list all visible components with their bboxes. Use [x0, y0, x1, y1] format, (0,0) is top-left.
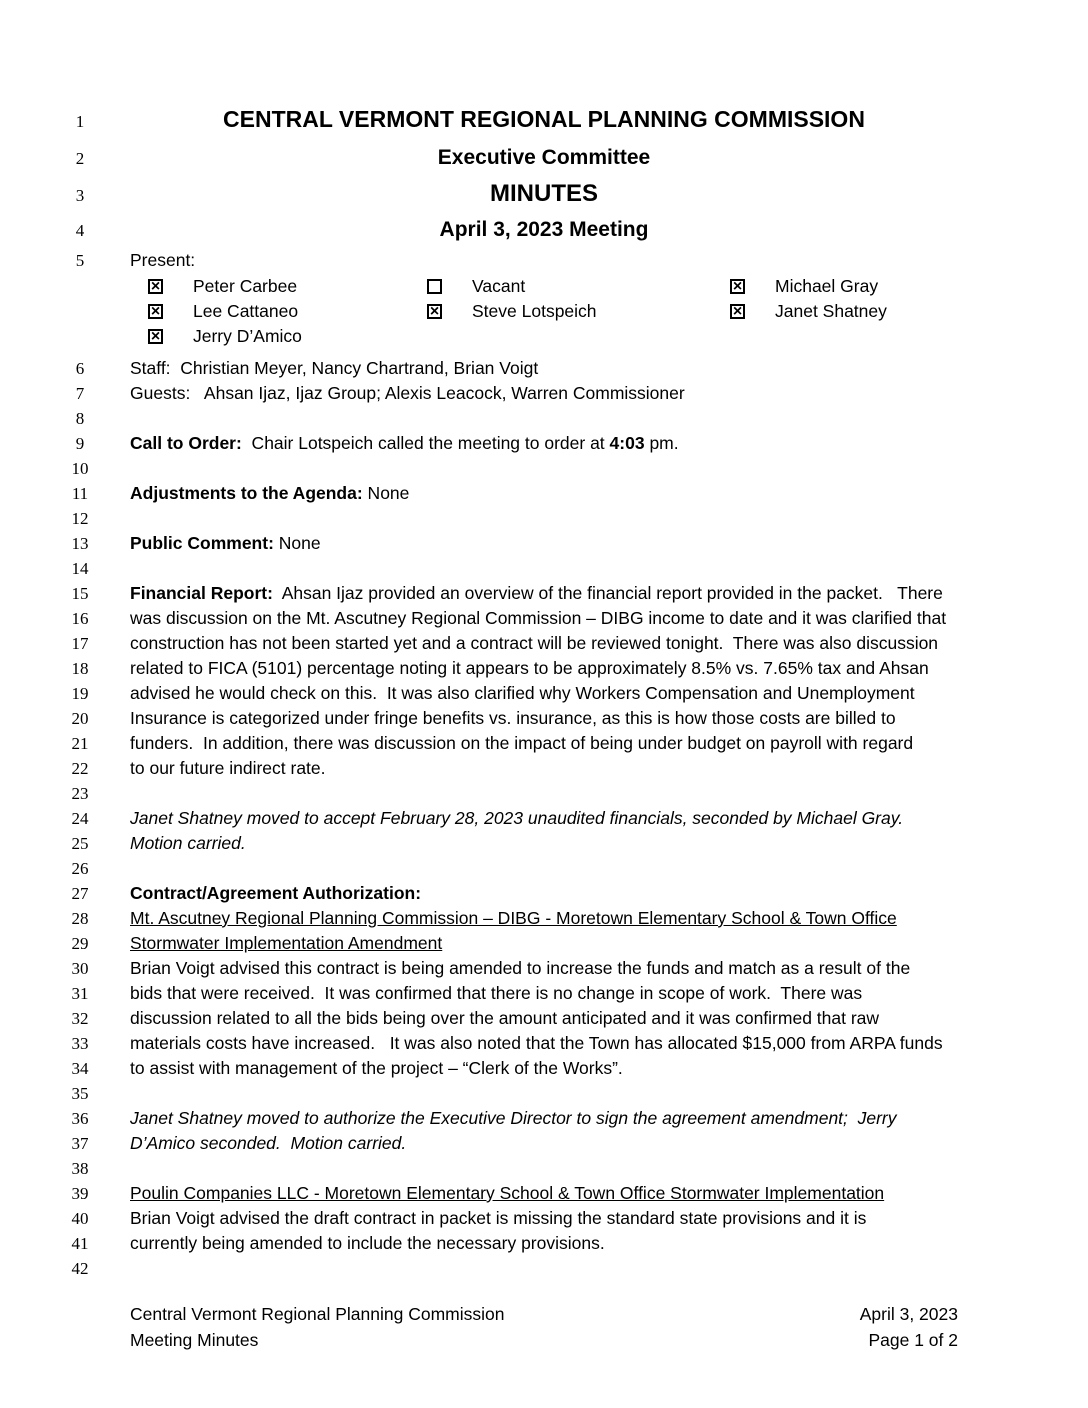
doc-line [0, 176, 1088, 213]
attendee-cell [130, 301, 412, 322]
doc-line [0, 531, 1088, 556]
line-text: to assist with management of the project – “Clerk of the Works”. [130, 1058, 623, 1078]
line-number: 31 [71, 984, 89, 1003]
line-number: 22 [71, 759, 89, 778]
line-number: 32 [71, 1009, 89, 1028]
line-number: 36 [71, 1109, 89, 1128]
line-number: 42 [71, 1259, 89, 1278]
doc-line [0, 781, 1088, 806]
line-text: related to FICA (5101) percentage noting it appears to be approximately 8.5% vs. 7.65% tax and Ahsan [130, 658, 929, 678]
line-text: bids that were received. It was confirmed that there is no change in scope of work. There was [130, 983, 863, 1003]
attendance-row [0, 324, 1088, 349]
line-number: 33 [71, 1034, 89, 1053]
doc-line [0, 406, 1088, 431]
doc-line [0, 756, 1088, 781]
doc-line [0, 706, 1088, 731]
attendee-name: Jerry D’Amico [193, 326, 302, 346]
line-text: Adjustments to the Agenda: None [130, 483, 410, 503]
doc-line [0, 656, 1088, 681]
attendee-name: Lee Cattaneo [193, 301, 299, 321]
line-number: 25 [71, 834, 89, 853]
doc-line [0, 956, 1088, 981]
doc-line [0, 213, 1088, 247]
line-number: 3 [75, 186, 85, 205]
doc-line [0, 1056, 1088, 1081]
doc-line [0, 856, 1088, 881]
line-number: 7 [75, 384, 85, 403]
attendance-grid [0, 274, 1088, 349]
doc-title: CENTRAL VERMONT REGIONAL PLANNING COMMISSION [223, 106, 865, 132]
line-text: discussion related to all the bids being over the amount anticipated and it was confirmed that raw [130, 1008, 880, 1028]
line-text: Janet Shatney moved to accept February 28, 2023 unaudited financials, seconded by Michael Gray. [130, 808, 904, 828]
attendee-cell [412, 301, 715, 322]
line-number: 27 [71, 884, 89, 903]
doc-line [0, 581, 1088, 606]
line-number: 34 [71, 1059, 89, 1078]
attendee-cell [715, 276, 878, 297]
checkbox-checked-icon: × [148, 304, 163, 319]
line-number: 21 [71, 734, 89, 753]
line-number: 29 [71, 934, 89, 953]
checkbox-empty-icon [427, 279, 442, 294]
line-text: construction has not been started yet and a contract will be reviewed tonight. There was also discussion [130, 633, 939, 653]
line-number: 19 [71, 684, 89, 703]
line-number: 11 [71, 484, 89, 503]
attendee-name: Vacant [472, 276, 526, 296]
line-text: currently being amended to include the necessary provisions. [130, 1233, 605, 1253]
attendee-name: Peter Carbee [193, 276, 298, 296]
line-text: was discussion on the Mt. Ascutney Regional Commission – DIBG income to date and it was clarified that [130, 608, 947, 628]
line-number: 16 [71, 609, 89, 628]
doc-line [0, 1256, 1088, 1281]
line-text: Contract/Agreement Authorization: [130, 883, 422, 903]
doc-line [0, 681, 1088, 706]
attendee-cell [130, 326, 412, 347]
line-text: D’Amico seconded. Motion carried. [130, 1133, 407, 1153]
attendee-name: Janet Shatney [775, 301, 887, 321]
line-number: 9 [75, 434, 85, 453]
doc-line [0, 806, 1088, 831]
line-text: Brian Voigt advised this contract is being amended to increase the funds and match as a result of the [130, 958, 911, 978]
line-text: advised he would check on this. It was also clarified why Workers Compensation and Unemployment [130, 683, 915, 703]
doc-line [0, 456, 1088, 481]
attendance-row [0, 274, 1088, 299]
line-number: 35 [71, 1084, 89, 1103]
line-number: 14 [71, 559, 89, 578]
footer-left [130, 1301, 505, 1353]
footer-right [860, 1301, 958, 1353]
footer-date: April 3, 2023 [859, 1304, 958, 1324]
doc-line [0, 1206, 1088, 1231]
line-number: 24 [71, 809, 89, 828]
doc-line [0, 381, 1088, 406]
doc-line [0, 247, 1088, 274]
line-text: Public Comment: None [130, 533, 321, 553]
checkbox-checked-icon: × [427, 304, 442, 319]
doc-line [0, 356, 1088, 381]
doc-line [0, 1231, 1088, 1256]
doc-line [0, 506, 1088, 531]
doc-line [0, 1131, 1088, 1156]
line-text: Motion carried. [130, 833, 246, 853]
attendee-cell [715, 301, 887, 322]
doc-line [0, 1106, 1088, 1131]
line-number: 15 [71, 584, 89, 603]
present-label: Present: [130, 250, 196, 270]
attendee-name: Michael Gray [775, 276, 879, 296]
line-number: 38 [71, 1159, 89, 1178]
line-number: 17 [71, 634, 89, 653]
doc-line [0, 141, 1088, 176]
doc-line [0, 1181, 1088, 1206]
line-text: Janet Shatney moved to authorize the Executive Director to sign the agreement amendment; Jerry [130, 1108, 897, 1128]
line-number: 41 [71, 1234, 89, 1253]
line-number: 12 [71, 509, 89, 528]
attendee-cell [412, 276, 715, 297]
doc-line [0, 481, 1088, 506]
doc-line [0, 100, 1088, 141]
checkbox-checked-icon: × [730, 279, 745, 294]
line-number: 10 [71, 459, 89, 478]
doc-line [0, 731, 1088, 756]
doc-body [0, 356, 1088, 1281]
line-number: 23 [71, 784, 89, 803]
line-number: 37 [71, 1134, 89, 1153]
doc-line [0, 931, 1088, 956]
doc-line [0, 1156, 1088, 1181]
line-number: 2 [75, 149, 85, 168]
line-number: 5 [75, 251, 85, 270]
doc-line [0, 631, 1088, 656]
doc-line [0, 1081, 1088, 1106]
attendee-cell [130, 276, 412, 297]
line-text: Mt. Ascutney Regional Planning Commission – DIBG - Moretown Elementary School & Town Office [130, 908, 897, 928]
line-text: Poulin Companies LLC - Moretown Elementary School & Town Office Stormwater Implementation [130, 1183, 885, 1203]
doc-line [0, 1006, 1088, 1031]
line-number: 6 [75, 359, 85, 378]
line-text: to our future indirect rate. [130, 758, 326, 778]
doc-line [0, 906, 1088, 931]
doc-line [0, 981, 1088, 1006]
doc-line [0, 831, 1088, 856]
line-number: 26 [71, 859, 89, 878]
line-text: Call to Order: Chair Lotspeich called the meeting to order at 4:03 pm. [130, 433, 679, 453]
attendance-row [0, 299, 1088, 324]
checkbox-checked-icon: × [148, 329, 163, 344]
footer-doc-type: Meeting Minutes [130, 1330, 259, 1350]
checkbox-checked-icon: × [730, 304, 745, 319]
doc-subtitle: Executive Committee [437, 146, 651, 169]
line-number: 13 [71, 534, 89, 553]
line-text: Brian Voigt advised the draft contract in packet is missing the standard state provisions and it is [130, 1208, 867, 1228]
line-number: 18 [71, 659, 89, 678]
line-text: Financial Report: Ahsan Ijaz provided an overview of the financial report provided in the packet. There [130, 583, 943, 603]
doc-line [0, 431, 1088, 456]
doc-minutes-heading: MINUTES [490, 180, 598, 207]
line-number: 28 [71, 909, 89, 928]
doc-line [0, 1031, 1088, 1056]
line-text: Stormwater Implementation Amendment [130, 933, 443, 953]
footer [130, 1301, 958, 1353]
line-text: funders. In addition, there was discussion on the impact of being under budget on payroll with regard [130, 733, 914, 753]
line-number: 40 [71, 1209, 89, 1228]
line-number: 39 [71, 1184, 89, 1203]
line-number: 1 [75, 112, 85, 131]
line-number: 4 [75, 221, 85, 240]
doc-date-heading: April 3, 2023 Meeting [439, 218, 649, 241]
line-text: Insurance is categorized under fringe benefits vs. insurance, as this is how those costs are billed to [130, 708, 896, 728]
line-number: 20 [71, 709, 89, 728]
line-number: 30 [71, 959, 89, 978]
checkbox-checked-icon: × [148, 279, 163, 294]
doc-line [0, 556, 1088, 581]
doc-line [0, 606, 1088, 631]
line-number: 8 [75, 409, 85, 428]
line-text: Staff: Christian Meyer, Nancy Chartrand, Brian Voigt [130, 358, 539, 378]
line-text: materials costs have increased. It was also noted that the Town has allocated $15,000 from ARPA funds [130, 1033, 943, 1053]
footer-page-number: Page 1 of 2 [868, 1330, 958, 1350]
attendee-name: Steve Lotspeich [472, 301, 597, 321]
line-text: Guests: Ahsan Ijaz, Ijaz Group; Alexis Leacock, Warren Commissioner [130, 383, 685, 403]
footer-org: Central Vermont Regional Planning Commission [130, 1304, 505, 1324]
doc-line [0, 881, 1088, 906]
